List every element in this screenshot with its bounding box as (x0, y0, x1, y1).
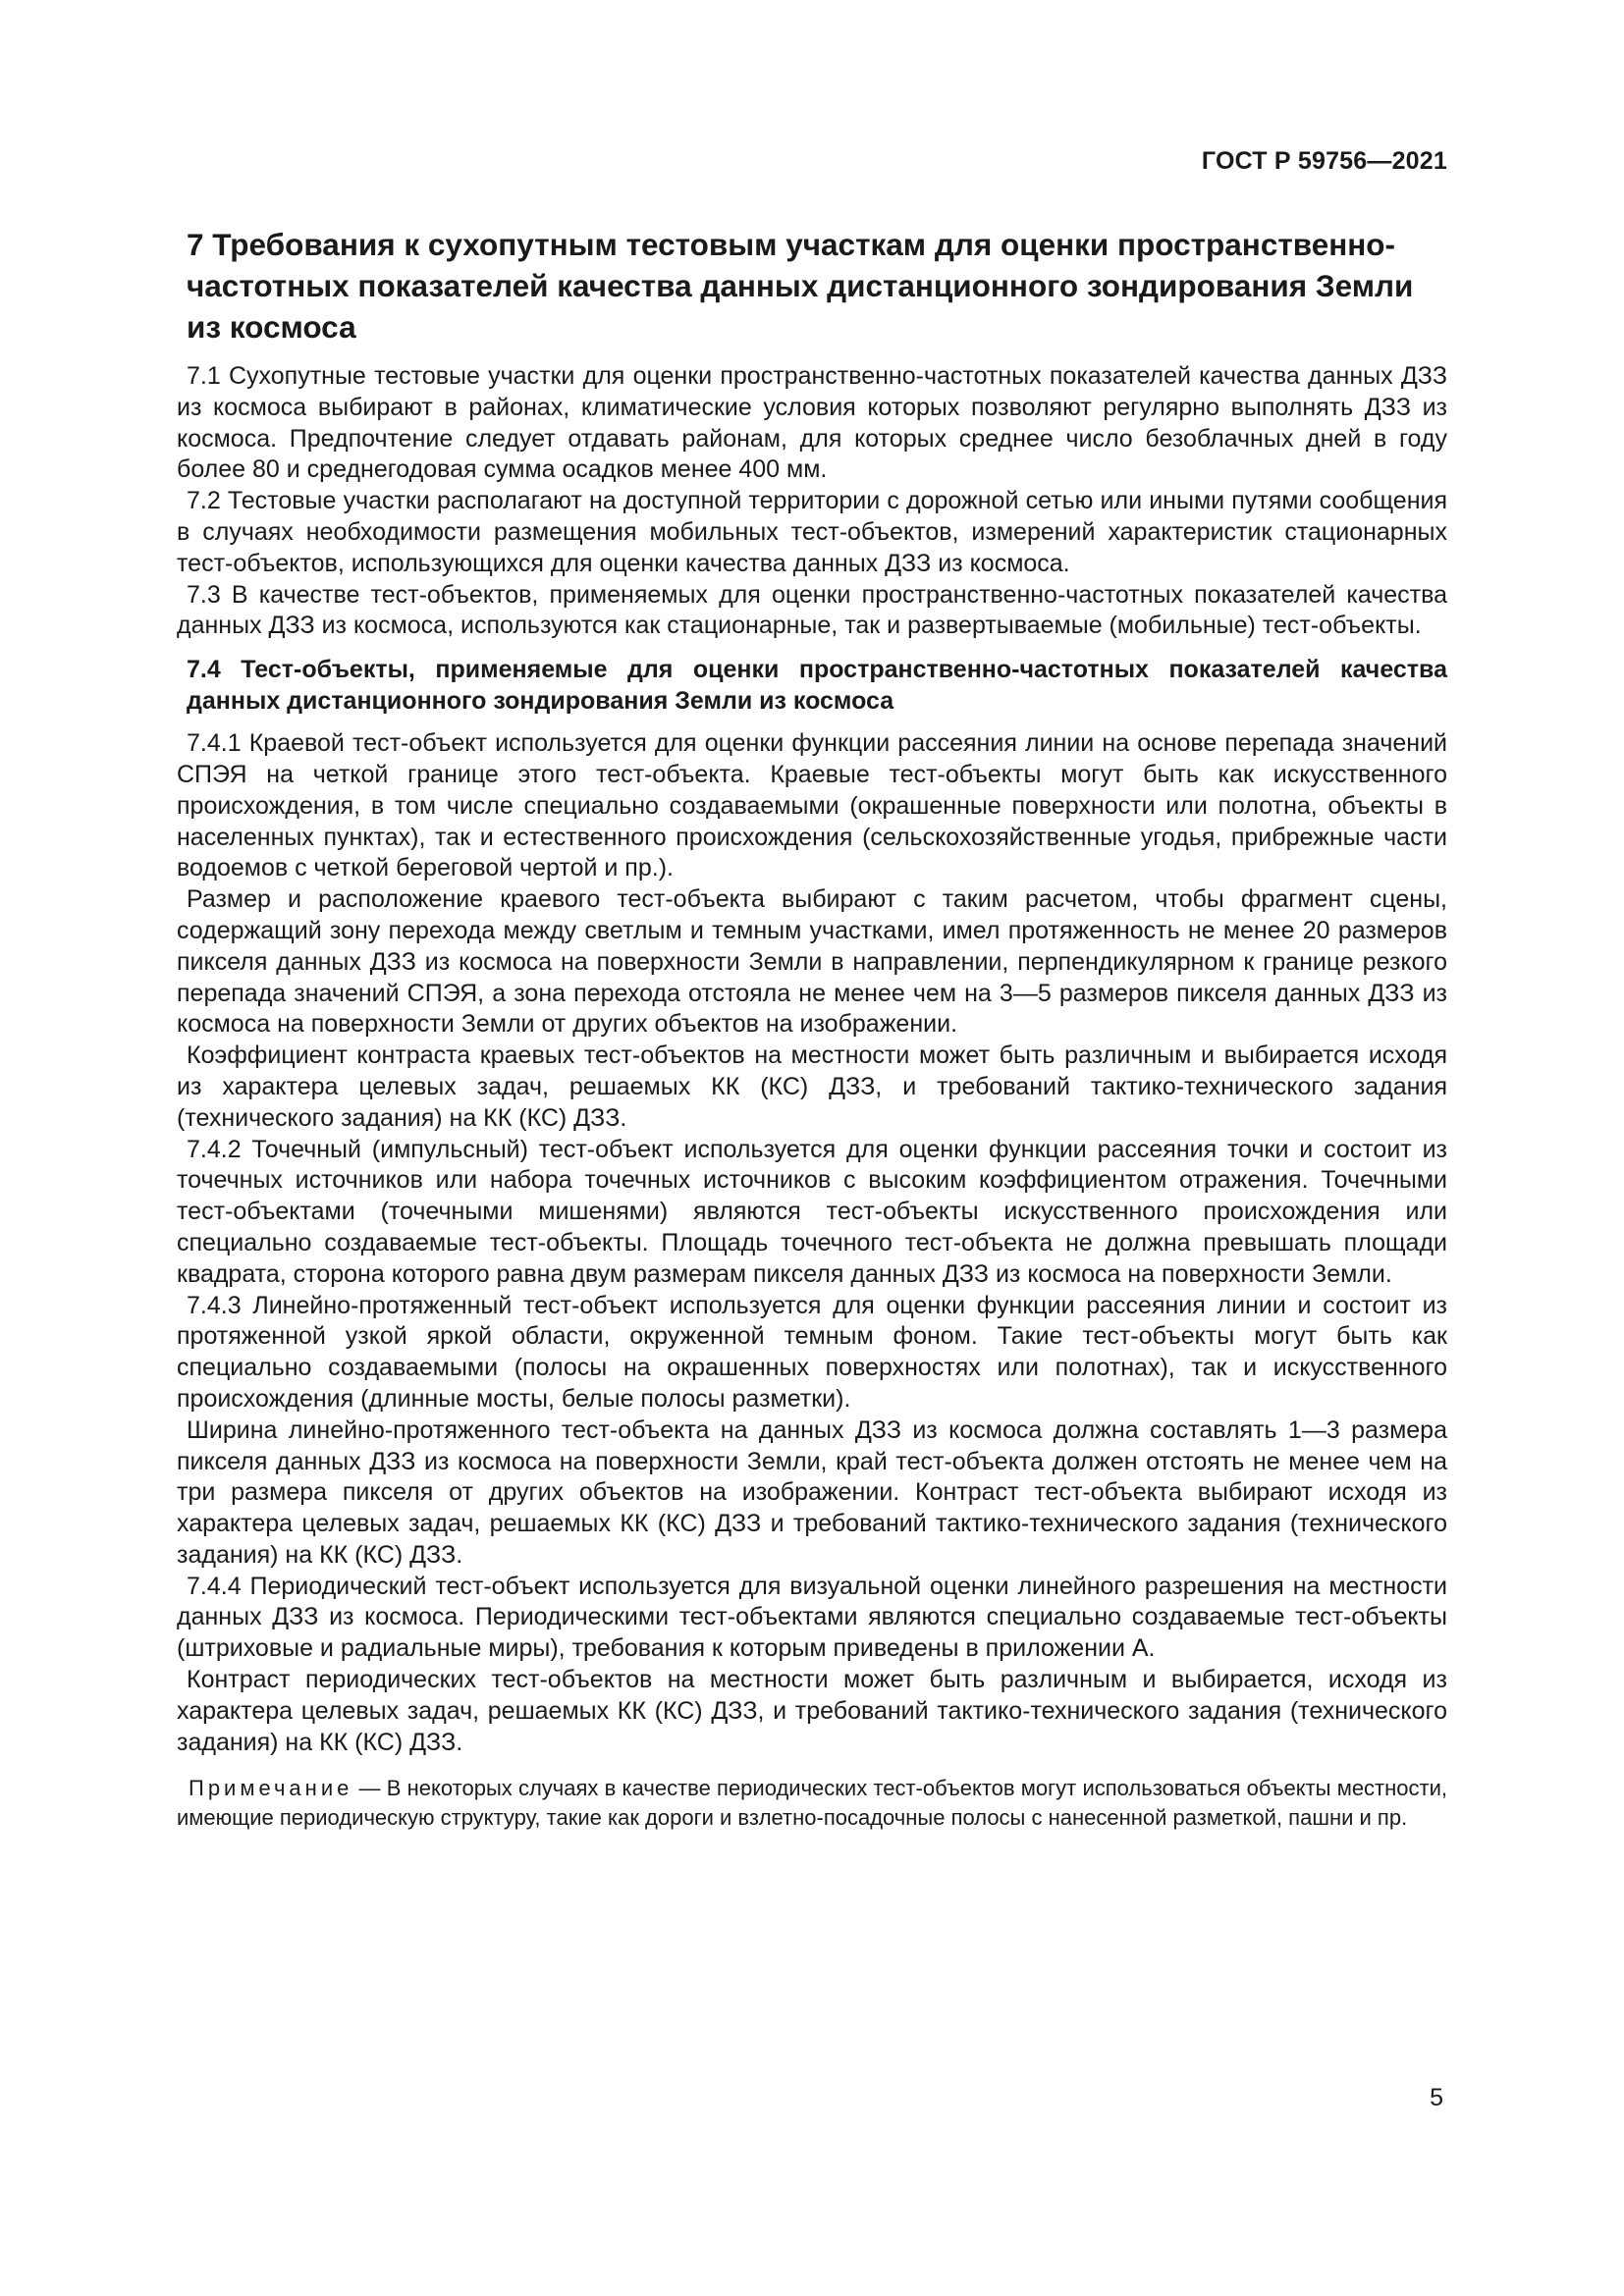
paragraph-7-4-4: 7.4.4 Периодический тест-объект используется для визуальной оценки линейного разрешения на местности данных ДЗЗ из космоса. Периодическими тест-объектами являются специально создаваемые тест-объекты (штриховые и радиальные миры), требования к которым приведены в приложении А. (177, 1572, 1447, 1663)
paragraph-7-1: 7.1 Сухопутные тестовые участки для оценки пространственно-частотных показателей качества данных ДЗЗ из космоса выбирают в районах, климатические условия которых позволяют регулярно выполнять ДЗЗ из космоса. Предпочтение следует отдавать районам, для которых среднее число безоблачных дней в году более 80 и среднегодовая сумма осадков менее 400 мм. (177, 362, 1447, 484)
note-label: Примечание (189, 1776, 353, 1801)
paragraph-periodic-contrast: Контраст периодических тест-объектов на местности может быть различным и выбирается, исходя из характера целевых задач, решаемых КК (КС) ДЗЗ, и требований тактико-технического задания (технического задания) на КК (КС) ДЗЗ. (177, 1666, 1447, 1756)
paragraph-edge-size: Размер и расположение краевого тест-объекта выбирают с таким расчетом, чтобы фрагмент сцены, содержащий зону перехода между светлым и темным участками, имел протяженность не менее 20 размеров пикселя данных ДЗЗ из космоса на поверхности Земли в направлении, перпендикулярном к границе резкого перепада значений СПЭЯ, а зона перехода отстояла не менее чем на 3—5 размеров пикселя данных ДЗЗ из космоса на поверхности Земли от других объектов на изображении. (177, 885, 1447, 1039)
document-code: ГОСТ Р 59756—2021 (1201, 147, 1447, 175)
paragraph-7-4-2: 7.4.2 Точечный (импульсный) тест-объект используется для оценки функции рассеяния точки и состоит из точечных источников или набора точечных источников с высоким коэффициентом отражения. Точечными тест-объектами (точечными мишенями) являются тест-объекты искусственного происхождения или специально создаваемые тест-объекты. Площадь точечного тест-объекта не должна превышать площади квадрата, сторона которого равна двум размерам пикселя данных ДЗЗ из космоса на поверхности Земли. (177, 1135, 1447, 1288)
paragraph-7-3: 7.3 В качестве тест-объектов, применяемых для оценки пространственно-частотных показателей качества данных ДЗЗ из космоса, используются как стационарные, так и развертываемые (мобильные) тест-объекты. (177, 580, 1447, 640)
page-content (177, 224, 1447, 1854)
paragraph-7-2: 7.2 Тестовые участки располагают на доступной территории с дорожной сетью или иными путями сообщения в случаях необходимости размещения мобильных тест-объектов, измерений характеристик стационарных тест-объектов, использующихся для оценки качества данных ДЗЗ из космоса. (177, 487, 1447, 577)
section-7-title: 7 Требования к сухопутным тестовым участкам для оценки пространственно-частотных показателей качества данных дистанционного зондирования Земли из космоса (187, 227, 1414, 345)
paragraph-7-4-3: 7.4.3 Линейно-протяженный тест-объект используется для оценки функции рассеяния линии и состоит из протяженной узкой яркой области, окруженной темным фоном. Такие тест-объекты могут быть как специально создаваемыми (полосы на окрашенных поверхностях или полотнах), так и искусственного происхождения (длинные мосты, белые полосы разметки). (177, 1291, 1447, 1413)
paragraph-line-width: Ширина линейно-протяженного тест-объекта на данных ДЗЗ из космоса должна составлять 1—3 размера пикселя данных ДЗЗ из космоса на поверхности Земли, край тест-объекта должен отстоять не менее чем на три размера пикселя от других объектов на изображении. Контраст тест-объекта выбирают исходя из характера целевых задач, решаемых КК (КС) ДЗЗ и требований тактико-технического задания (технического задания) на КК (КС) ДЗЗ. (177, 1415, 1447, 1569)
note-text: — В некоторых случаях в качестве периодических тест-объектов могут использоваться объекты местности, имеющие периодическую структуру, такие как дороги и взлетно-посадочные полосы с нанесенной разметкой, пашни и пр. (177, 1776, 1447, 1831)
note (177, 1774, 1447, 1833)
paragraph-edge-contrast: Коэффициент контраста краевых тест-объектов на местности может быть различным и выбирается исходя из характера целевых задач, решаемых КК (КС) ДЗЗ, и требований тактико-технического задания (технического задания) на КК (КС) ДЗЗ. (177, 1041, 1447, 1132)
paragraph-7-4-1: 7.4.1 Краевой тест-объект используется для оценки функции рассеяния линии на основе перепада значений СПЭЯ на четкой границе этого тест-объекта. Краевые тест-объекты могут быть как искусственного происхождения, в том числе специально создаваемыми (окрашенные поверхности или полотна, объекты в населенных пунктах), так и естественного происхождения (сельскохозяйственные угодья, прибрежные части водоемов с четкой береговой чертой и пр.). (177, 729, 1447, 882)
page-number: 5 (1430, 2084, 1443, 2111)
section-7-4-title: 7.4 Тест-объекты, применяемые для оценки пространственно-частотных показателей качества данных дистанционного зондирования Земли из космоса (187, 656, 1447, 716)
